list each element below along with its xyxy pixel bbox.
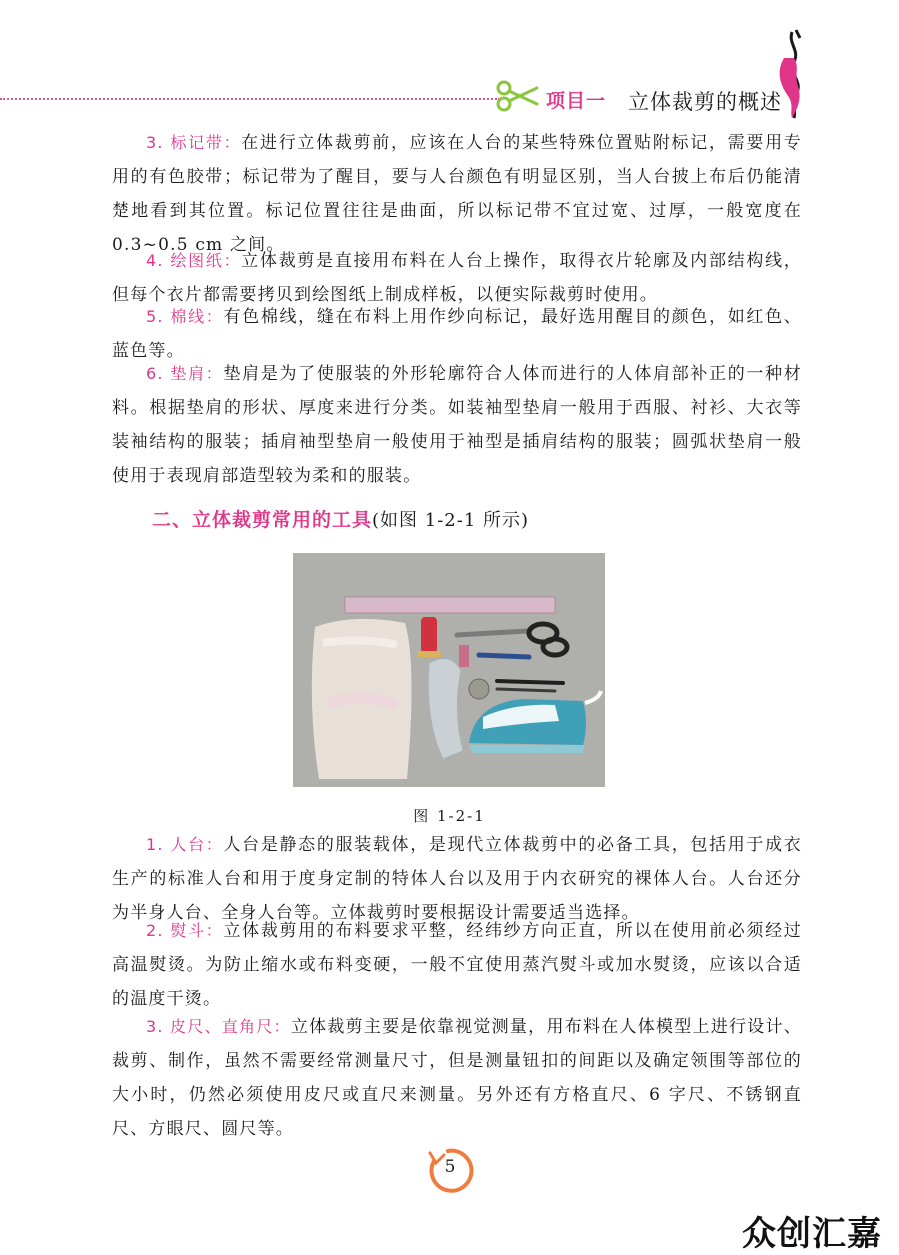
tools-photo	[293, 553, 605, 787]
paragraph-text: 人台是静态的服装载体，是现代立体裁剪中的必备工具，包括用于成衣生产的标准人台和用于度身定制的特体人台以及用于内衣研究的裸体人台。人台还分为半身人台、全身人台等。立体裁剪时要根据设计需要适当选择。	[112, 835, 802, 923]
paragraph-marking-tape	[112, 126, 802, 262]
paragraph-lead: 6. 垫肩：	[146, 364, 224, 383]
paragraph-iron	[112, 914, 802, 1016]
paragraph-lead: 2. 熨斗：	[146, 921, 224, 940]
paragraph-text: 立体裁剪主要是依靠视觉测量，用布料在人体模型上进行设计、裁剪、制作，虽然不需要经常测量尺寸，但是测量钮扣的间距以及确定领围等部位的大小时，仍然必须使用皮尺或直尺来测量。另外还有方格直尺、6 字尺、不锈钢直尺、方眼尺、圆尺等。	[112, 1017, 802, 1139]
seam-ripper-image	[479, 655, 529, 657]
paragraph-lead: 5. 棉线：	[146, 307, 224, 326]
figure-caption: 图 1-2-1	[413, 807, 486, 825]
section-note: (如图 1-2-1 所示)	[372, 510, 530, 531]
paragraph-text: 有色棉线，缝在布料上用作纱向标记，最好选用醒目的颜色，如红色、蓝色等。	[112, 307, 802, 361]
pin-box-image	[459, 645, 469, 667]
paragraph-lead: 1. 人台：	[146, 835, 224, 854]
chapter-title: 立体裁剪的概述	[628, 90, 782, 114]
section-heading	[152, 505, 529, 532]
page-number-badge	[424, 1145, 476, 1197]
paragraph-rulers	[112, 1010, 802, 1146]
tape-measure-image	[469, 679, 489, 699]
paragraph-text: 立体裁剪是直接用布料在人台上操作，取得衣片轮廓及内部结构线，但每个衣片都需要拷贝到绘图纸上制成样板，以便实际裁剪时使用。	[112, 251, 802, 305]
paragraph-lead: 3. 标记带：	[146, 133, 242, 152]
paragraph-lead: 3. 皮尺、直角尺：	[146, 1017, 291, 1036]
paragraph-lead: 4. 绘图纸：	[146, 251, 242, 270]
page-number: 5	[444, 1157, 456, 1177]
ruler-image	[345, 597, 555, 613]
scissors-icon	[495, 78, 539, 114]
paragraph-text: 立体裁剪用的布料要求平整，经纬纱方向正直，所以在使用前必须经过高温熨烫。为防止缩水或布料变硬，一般不宜使用蒸汽熨斗或加水熨烫，应该以合适的温度干烫。	[112, 921, 802, 1009]
paragraph-shoulder-pad	[112, 357, 802, 493]
header-dotted-line	[0, 98, 500, 100]
section-title: 二、立体裁剪常用的工具	[152, 509, 373, 531]
fabric-bolt-image	[312, 619, 412, 779]
dress-form-logo-icon	[770, 28, 816, 120]
watermark-text: 众创汇嘉	[742, 1214, 882, 1254]
paragraph-text: 在进行立体裁剪前，应该在人台的某些特殊位置贴附标记，需要用专用的有色胶带；标记带为了醒目，要与人台颜色有明显区别，当人台披上布后仍能清楚地看到其位置。标记位置往往是曲面，所以标记带不宜过宽、过厚，一般宽度在 0.3~0.5 cm 之间。	[112, 133, 802, 255]
paragraph-text: 垫肩是为了使服装的外形轮廓符合人体而进行的人体肩部补正的一种材料。根据垫肩的形状、厚度来进行分类。如装袖型垫肩一般用于西服、衬衫、大衣等装袖结构的服装；插肩袖型垫肩一般使用于袖型是插肩结构的服装；圆弧状垫肩一般使用于表现肩部造型较为柔和的服装。	[112, 364, 802, 486]
project-label: 项目一	[546, 90, 607, 112]
